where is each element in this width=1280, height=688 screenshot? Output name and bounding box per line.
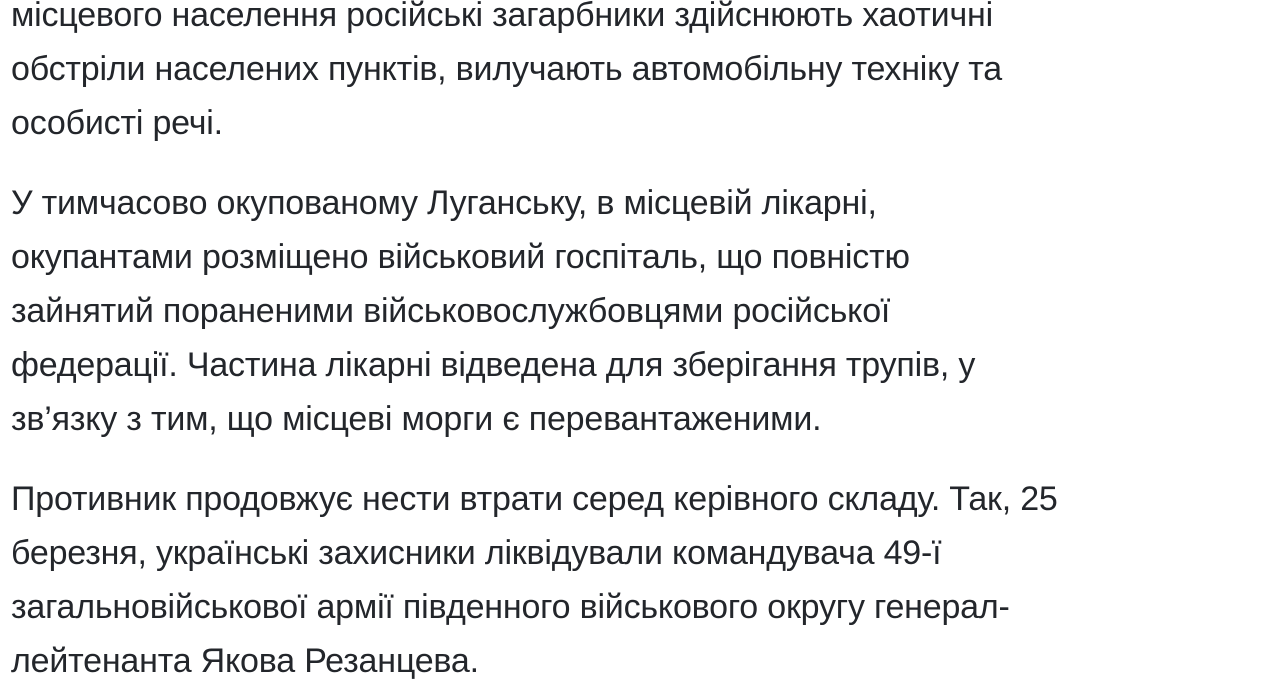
text-line: обстріли населених пунктів, вилучають автомобільну техніку та — [11, 50, 1002, 88]
text-line: місцевого населення російські загарбники здійснюють хаотичні — [11, 0, 993, 34]
paragraph-enemy-losses — [11, 472, 1270, 688]
text-line: федерації. Частина лікарні відведена для зберігання трупів, у — [11, 346, 976, 384]
text-line: У тимчасово окупованому Луганську, в місцевій лікарні, — [11, 184, 877, 222]
text-line: особисті речі. — [11, 104, 223, 142]
text-line: загальновійськової армії південного військового округу генерал- — [11, 588, 1010, 626]
text-line: зайнятий пораненими військовослужбовцями російської — [11, 292, 891, 330]
text-line: березня, українські захисники ліквідували командувача 49-ї — [11, 534, 942, 572]
paragraph-shelling — [11, 0, 1270, 150]
text-line: зв’язку з тим, що місцеві морги є перевантаженими. — [11, 400, 822, 438]
text-line: окупантами розміщено військовий госпіталь, що повністю — [11, 238, 910, 276]
text-line: Противник продовжує нести втрати серед керівного складу. Так, 25 — [11, 480, 1058, 518]
paragraph-luhansk-hospital — [11, 176, 1270, 446]
text-line: лейтенанта Якова Резанцева. — [11, 642, 479, 680]
